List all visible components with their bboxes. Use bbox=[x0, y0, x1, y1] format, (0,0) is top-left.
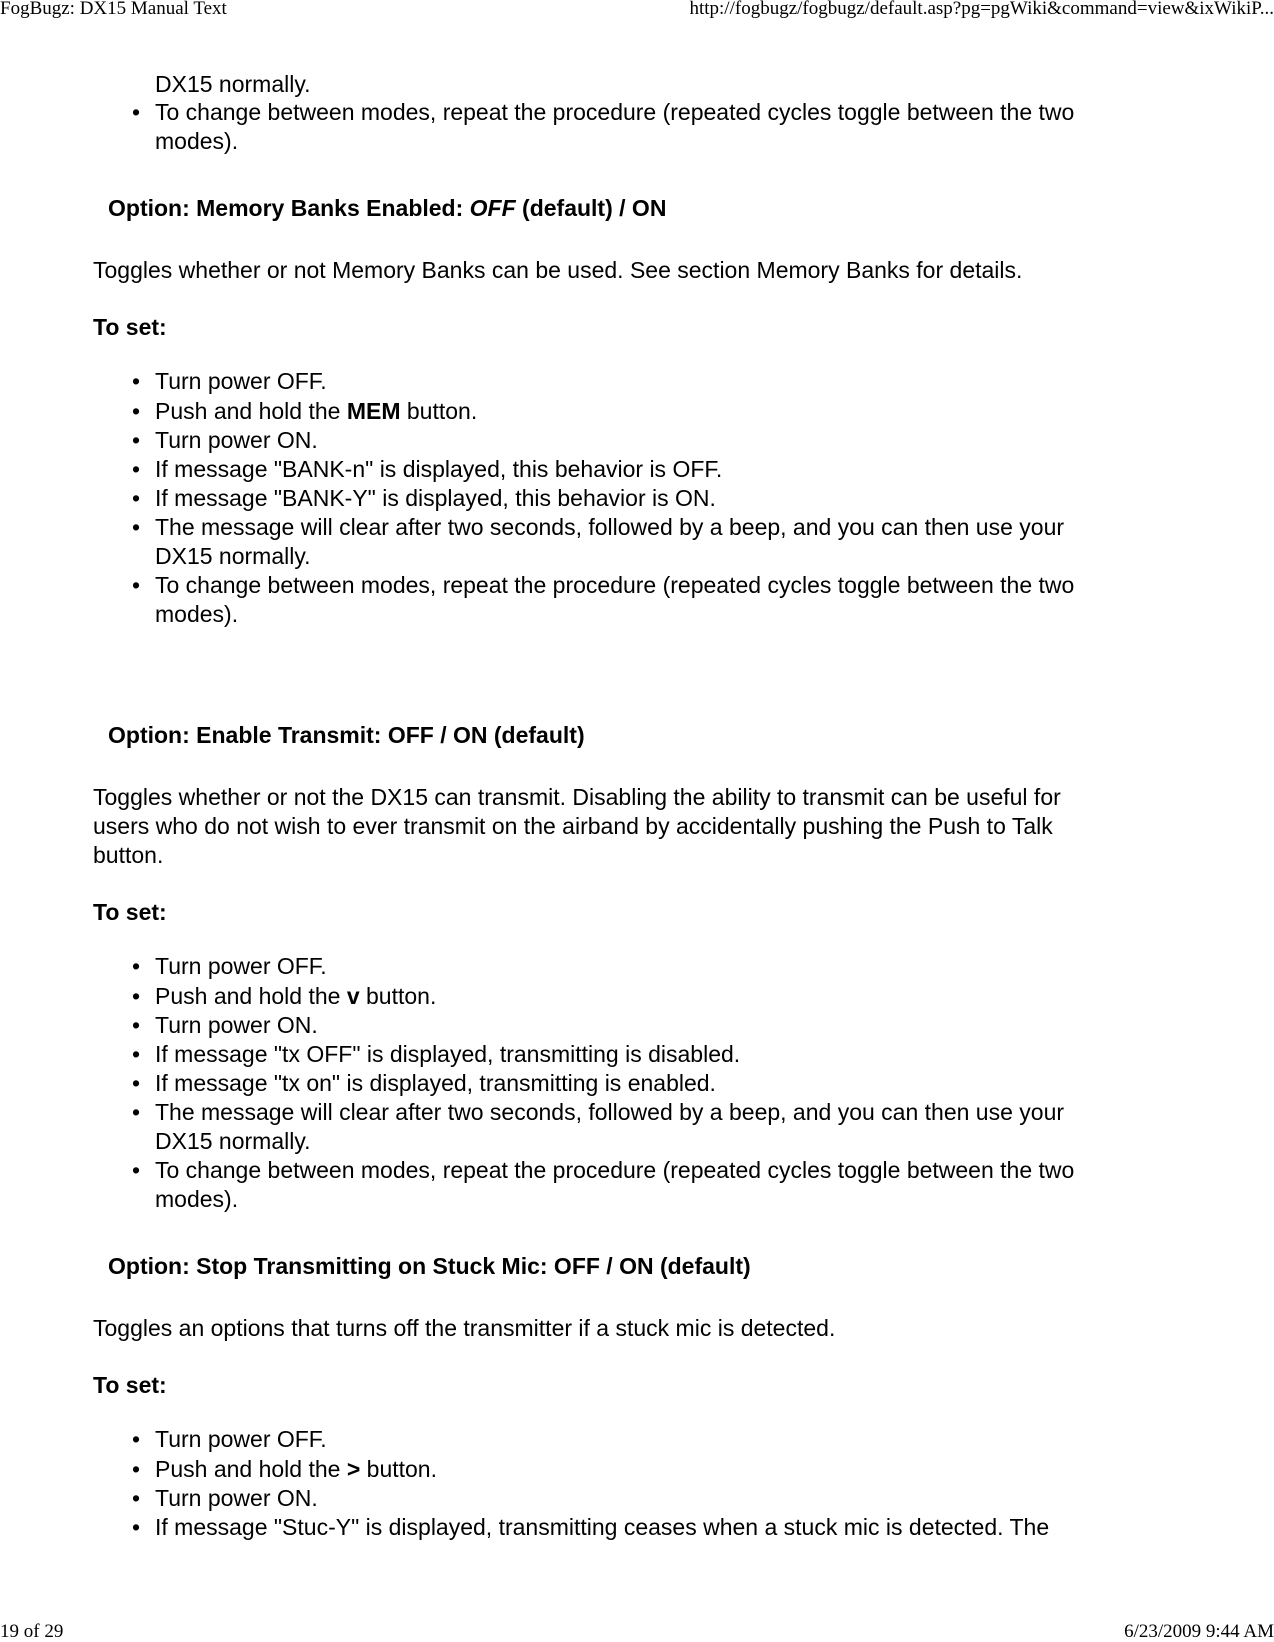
bullet: • bbox=[132, 398, 141, 424]
bullet: • bbox=[132, 1099, 141, 1125]
bullet: • bbox=[132, 514, 141, 540]
list-item: Turn power OFF. bbox=[155, 1426, 327, 1452]
bullet: • bbox=[132, 1456, 141, 1482]
list-item: If message "tx OFF" is displayed, transmitting is disabled. bbox=[155, 1041, 741, 1067]
list-item: If message "BANK-Y" is displayed, this behavior is ON. bbox=[155, 485, 716, 511]
list-item-continuation: modes). bbox=[155, 1186, 239, 1212]
bullet: • bbox=[132, 485, 141, 511]
print-header-title: FogBugz: DX15 Manual Text bbox=[0, 0, 227, 19]
bullet: • bbox=[132, 368, 141, 394]
list-item: If message "BANK-n" is displayed, this behavior is OFF. bbox=[155, 456, 723, 482]
bullet: • bbox=[132, 1012, 141, 1038]
print-footer-page-count: 19 of 29 bbox=[0, 1621, 64, 1642]
list-item: The message will clear after two seconds, followed by a beep, and you can then use your bbox=[155, 514, 1065, 540]
list-item: Turn power ON. bbox=[155, 1485, 318, 1511]
bullet: • bbox=[132, 427, 141, 453]
section-heading-stuck-mic: Option: Stop Transmitting on Stuck Mic: OFF / ON (default) bbox=[108, 1253, 751, 1279]
bullet: • bbox=[132, 1157, 141, 1183]
list-item: To change between modes, repeat the procedure (repeated cycles toggle between the two bbox=[155, 99, 1075, 125]
bullet: • bbox=[132, 1514, 141, 1540]
list-item: Turn power ON. bbox=[155, 427, 318, 453]
section-description: button. bbox=[93, 842, 164, 868]
list-item: Turn power ON. bbox=[155, 1012, 318, 1038]
section-heading-memory-banks: Option: Memory Banks Enabled: OFF (default) / ON bbox=[108, 195, 667, 221]
list-item: Turn power OFF. bbox=[155, 368, 327, 394]
section-description: Toggles whether or not the DX15 can transmit. Disabling the ability to transmit can be useful for bbox=[93, 784, 1061, 810]
section-heading-enable-transmit: Option: Enable Transmit: OFF / ON (default) bbox=[108, 722, 585, 748]
to-set-label: To set: bbox=[93, 314, 167, 340]
list-item: Turn power OFF. bbox=[155, 953, 327, 979]
list-item-continuation: modes). bbox=[155, 601, 239, 627]
list-item: The message will clear after two seconds, followed by a beep, and you can then use your bbox=[155, 1099, 1065, 1125]
list-item: Push and hold the MEM button. bbox=[155, 398, 478, 424]
bullet: • bbox=[132, 983, 141, 1009]
list-item: If message "tx on" is displayed, transmitting is enabled. bbox=[155, 1070, 716, 1096]
list-item-continuation: modes). bbox=[155, 128, 239, 154]
bullet: • bbox=[132, 99, 141, 125]
list-item: To change between modes, repeat the procedure (repeated cycles toggle between the two bbox=[155, 572, 1075, 598]
bullet: • bbox=[132, 1041, 141, 1067]
list-item-continuation: DX15 normally. bbox=[155, 71, 311, 97]
bullet: • bbox=[132, 1426, 141, 1452]
bullet: • bbox=[132, 456, 141, 482]
list-item: Push and hold the v button. bbox=[155, 983, 437, 1009]
section-description: Toggles whether or not Memory Banks can be used. See section Memory Banks for details. bbox=[93, 257, 1023, 283]
bullet: • bbox=[132, 1485, 141, 1511]
list-item: To change between modes, repeat the procedure (repeated cycles toggle between the two bbox=[155, 1157, 1075, 1183]
print-header-url: http://fogbugz/fogbugz/default.asp?pg=pgWiki&command=view&ixWikiP... bbox=[689, 0, 1274, 19]
list-item: Push and hold the > button. bbox=[155, 1456, 437, 1482]
bullet: • bbox=[132, 572, 141, 598]
list-item-continuation: DX15 normally. bbox=[155, 543, 311, 569]
list-item: If message "Stuc-Y" is displayed, transmitting ceases when a stuck mic is detected. The bbox=[155, 1514, 1050, 1540]
bullet: • bbox=[132, 953, 141, 979]
bullet: • bbox=[132, 1070, 141, 1096]
list-item-continuation: DX15 normally. bbox=[155, 1128, 311, 1154]
section-description: users who do not wish to ever transmit on the airband by accidentally pushing the Push to Talk bbox=[93, 813, 1053, 839]
to-set-label: To set: bbox=[93, 1372, 167, 1398]
to-set-label: To set: bbox=[93, 899, 167, 925]
print-footer-timestamp: 6/23/2009 9:44 AM bbox=[1124, 1621, 1274, 1642]
section-description: Toggles an options that turns off the transmitter if a stuck mic is detected. bbox=[93, 1315, 836, 1341]
